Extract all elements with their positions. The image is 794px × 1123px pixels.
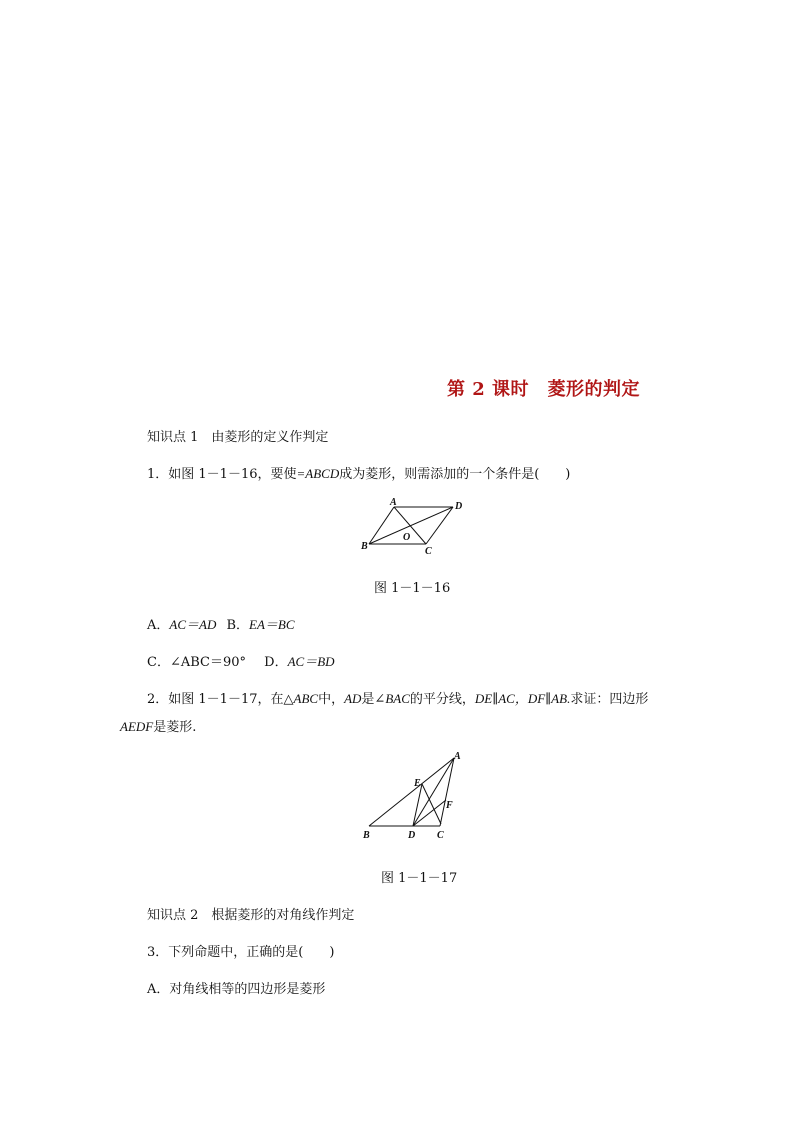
label-e: E [414,778,421,789]
label-b: B [361,541,368,552]
q1-option-c: ∠ABC＝90° [169,655,247,670]
q2-text-3: 是∠ [361,692,386,707]
q1-parallelogram-name: =ABCD [296,466,340,481]
label-b: B [363,830,370,840]
q2-text-2: 中， [318,692,345,707]
label-d: D [455,501,463,512]
q1-option-a-label: A． [147,618,170,633]
q2-angle-bac: BAC [385,691,410,706]
q2-text-1: 2．如图 1－1－17，在△ [147,692,294,707]
parallelogram-lines [369,507,453,544]
page-title: 第 2 课时 菱形的判定 [447,379,641,400]
triangle-lines [369,758,454,826]
q2-triangle-name: ABC [293,691,319,706]
figure-1-1-16 [355,495,475,559]
bisector-ad [413,758,454,826]
label-d: D [408,830,416,840]
question-3-stem: 3．下列命题中，正确的是( ) [147,945,335,960]
q2-text-6: 是菱形. [153,720,197,735]
q1-option-b-label: B． [226,618,250,633]
edge-ca [440,758,454,826]
q2-quadrilateral-name: AEDF [120,719,154,734]
q1-text-pre: 1．如图 1－1－16，要使 [147,467,297,482]
q3-option-a: A．对角线相等的四边形是菱形 [147,982,326,997]
q1-text-post: 成为菱形，则需添加的一个条件是( ) [339,467,571,482]
label-c: C [425,546,432,557]
q1-option-c-label: C． [147,655,170,670]
label-a: A [390,497,397,508]
section-heading-2: 知识点 2 根据菱形的对角线作判定 [147,908,355,923]
q1-options-row-1 [147,614,295,633]
figure-1-1-17-caption: 图 1－1－17 [381,871,458,886]
q2-text-4: 的平分线， [409,692,475,707]
question-2-stem-line-2 [120,716,196,735]
label-f: F [446,800,453,811]
figure-1-1-17 [355,748,470,840]
segment-ec [422,784,441,824]
q2-segment-ad: AD [344,691,362,706]
label-c: C [437,830,444,840]
q2-text-5: 求证：四边形 [570,692,649,707]
edge-ba [369,758,454,826]
q1-options-row-2 [147,651,335,670]
q1-option-b: EA＝BC [249,617,295,632]
q1-option-d-label: D． [264,655,288,670]
question-2-stem-line-1 [147,688,648,707]
label-a: A [454,751,461,762]
label-o: O [403,532,411,543]
q1-option-d: AC＝BD [287,654,335,669]
q2-parallel-conditions: DE∥AC，DF∥AB. [474,691,571,706]
figure-1-1-16-caption: 图 1－1－16 [374,581,451,596]
q1-option-a: AC＝AD [169,617,217,632]
section-heading-1: 知识点 1 由菱形的定义作判定 [147,430,329,445]
question-1-stem [147,463,570,482]
